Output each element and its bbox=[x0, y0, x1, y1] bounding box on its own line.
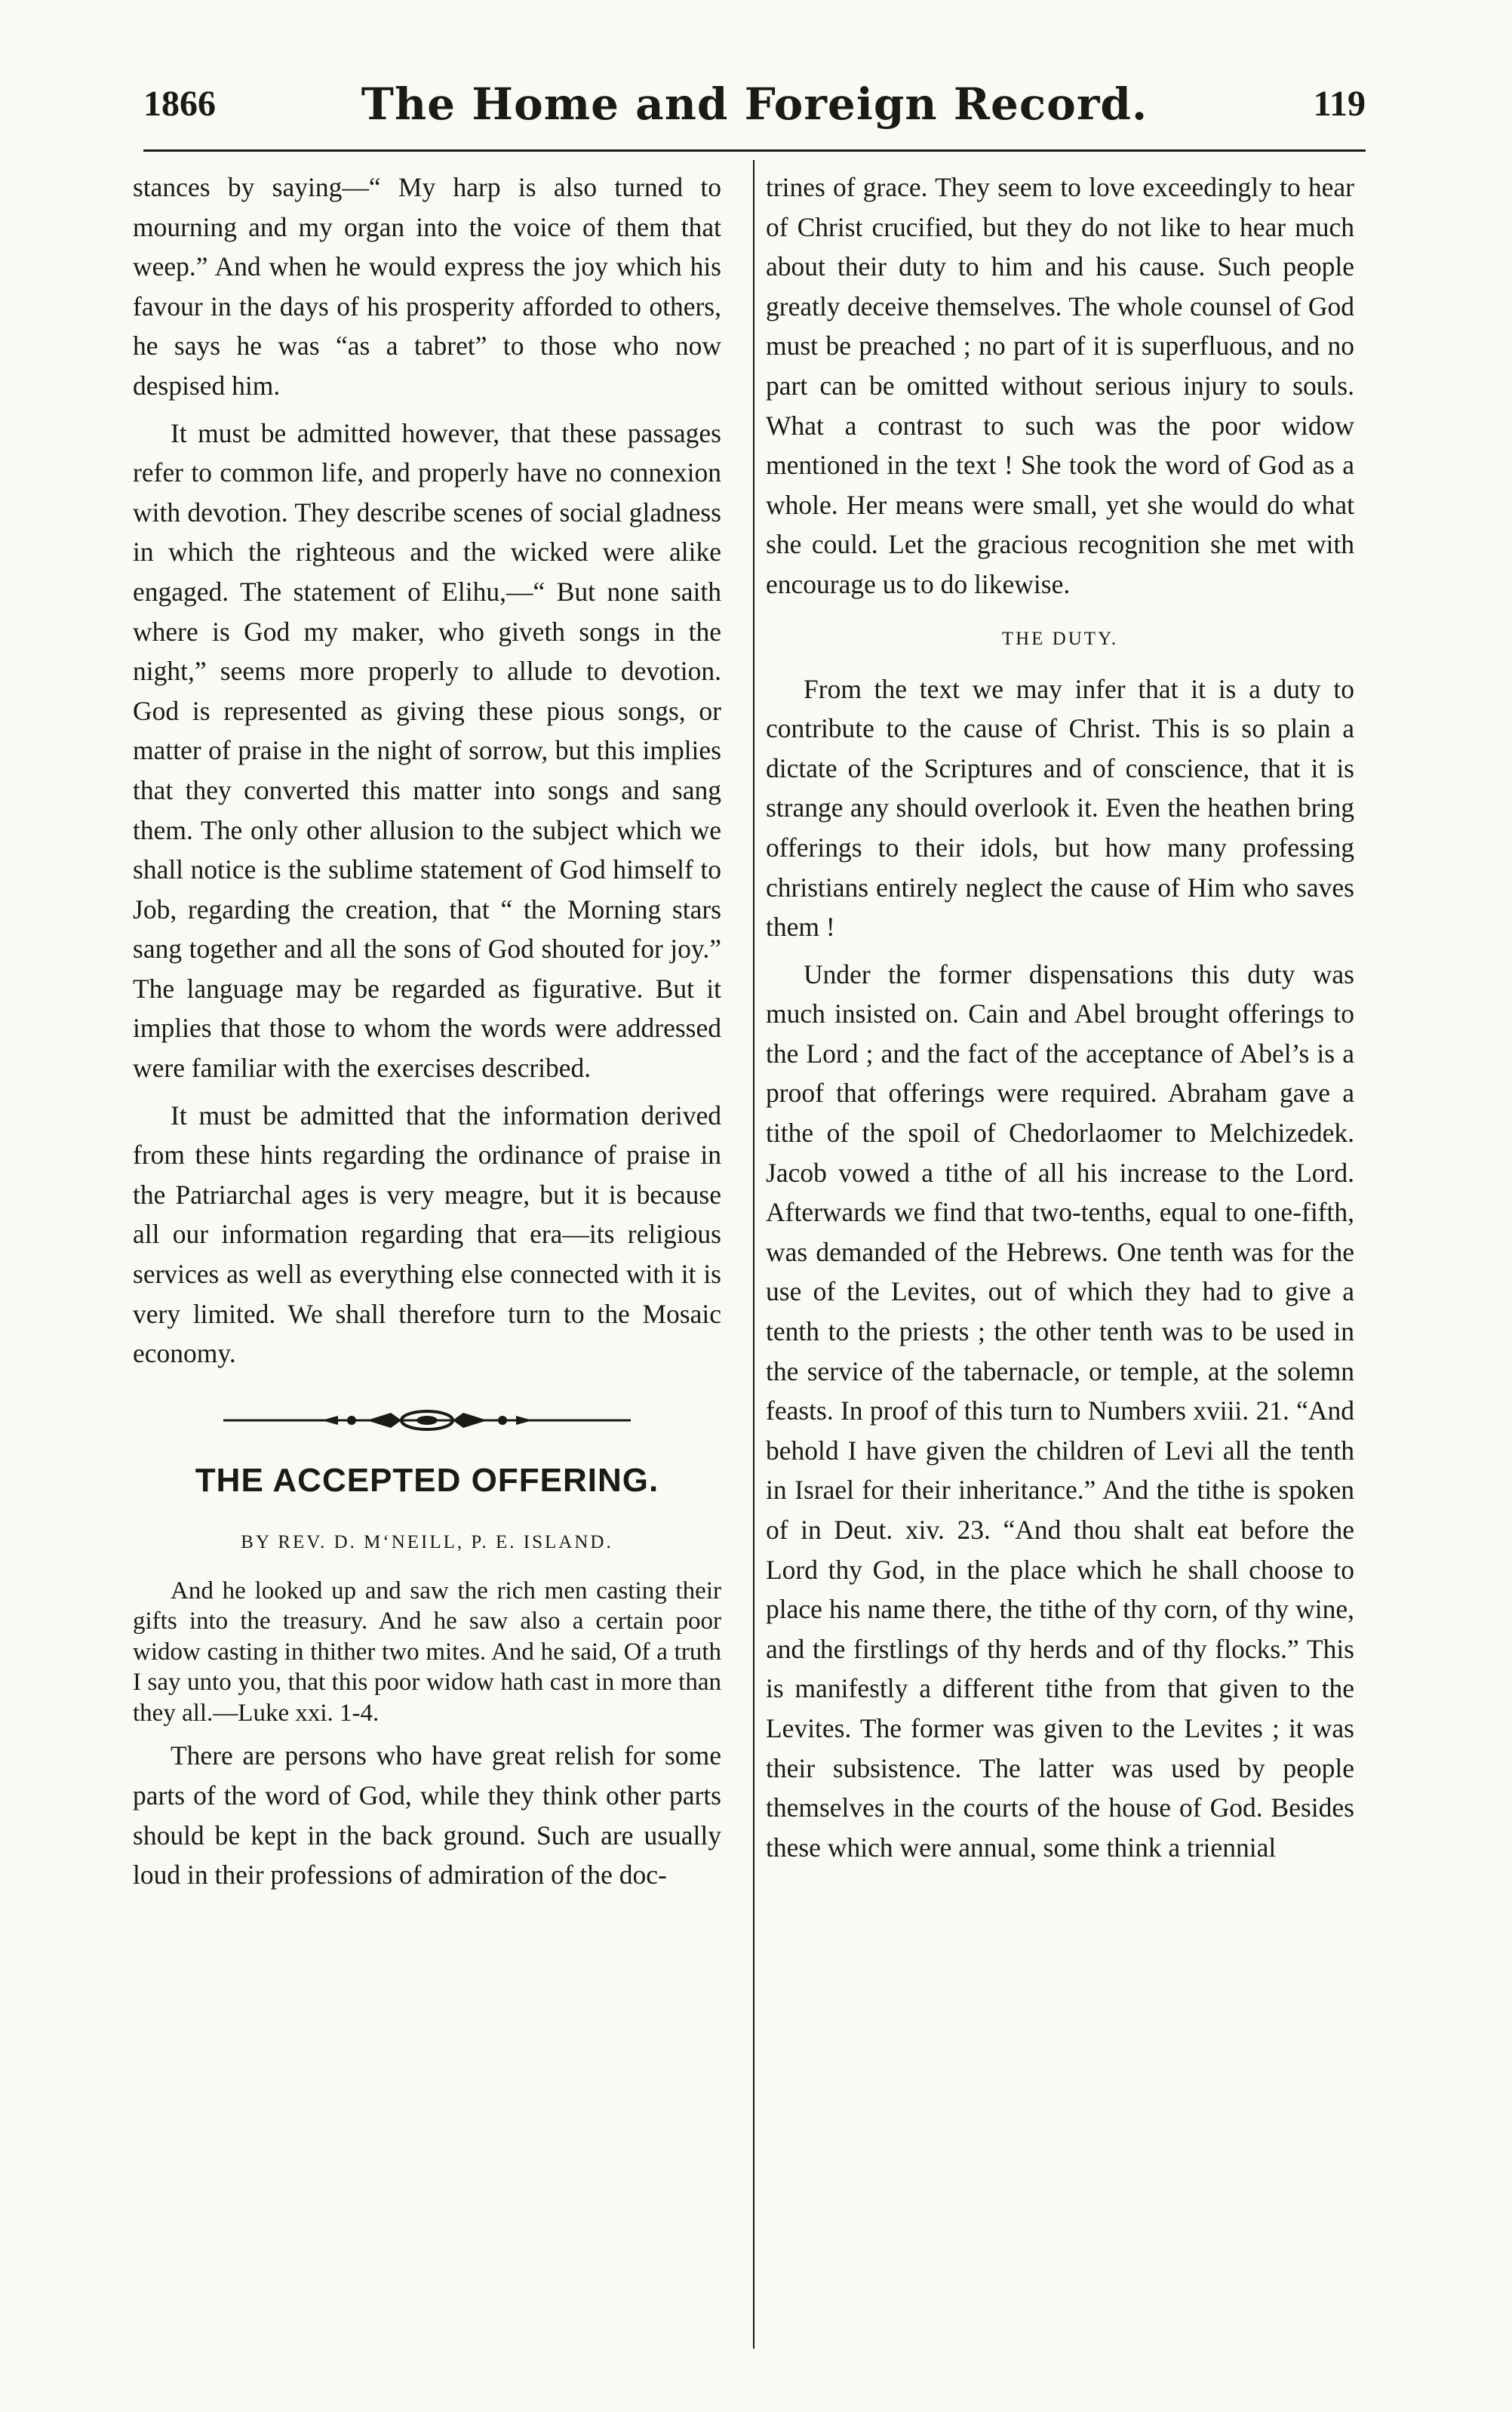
right-column bbox=[766, 168, 1354, 1867]
paragraph: trines of grace. They seem to love exceedingly to hear of Christ crucified, but they do not like to hear much about their duty to him and his cause. Such people greatly deceive themselves. The whole counsel of God must be preached ; no part of it is superfluous, and no part can be omitted without serious injury to souls. What a contrast to such was the poor widow mentioned in the text ! She took the word of God as a whole. Her means were small, yet she would do what she could. Let the gracious recognition she met with encourage us to do likewise. bbox=[766, 172, 1354, 599]
paragraph: It must be admitted that the information derived from these hints regarding the ordinance of praise in the Patriarchal ages is very meagre, but it is because all our information regarding that era—its religious services as well as everything else connected with it is very limited. We shall therefore turn to the Mosaic economy. bbox=[133, 1100, 721, 1369]
article-byline: BY REV. D. M‘NEILL, P. E. ISLAND. bbox=[241, 1531, 613, 1552]
paragraph: From the text we may infer that it is a duty to contribute to the cause of Christ. This is so plain a dictate of the Scriptures and of conscience, that it is strange any should overlook it. Even the heathen bring offerings to their idols, but how many professing christians entirely neglect the cause of Him who saves them ! bbox=[766, 673, 1354, 943]
page-number: 119 bbox=[1313, 84, 1366, 124]
paragraph: Under the former dispensations this duty was much insisted on. Cain and Abel brought offerings to the Lord ; and the fact of the acceptance of Abel’s is a proof that offerings were required. Abraham gave a tithe of the spoil of Chedorlaomer to Melchizedek. Jacob vowed a tithe of all his increase to the Lord. Afterwards we find that two-tenths, equal to one-fifth, was demanded of the Hebrews. One tenth was for the use of the Levites, out of which they had to give a tenth to the priests ; the other tenth was to be used in the service of the tabernacle, or temple, at the solemn feasts. In proof of this turn to Numbers xviii. 21. “And behold I have given the children of Levi all the tenth in Israel for their inheritance.” And the tithe is spoken of in Deut. xiv. 23. “And thou shalt eat before the Lord thy God, in the place which he shall choose to place his name there, the tithe of thy corn, of thy wine, and the firstlings of thy herds and of thy flocks.” This is manifestly a different tithe from that given to the Levites. The former was given to the Levites ; it was their subsistence. The latter was used by people themselves in the courts of the house of God. Besides these which were annual, some think a triennial bbox=[766, 958, 1354, 1863]
paragraph: stances by saying—“ My harp is also turned to mourning and my organ into the voice of them that weep.” And when he would express the joy which his favour in the days of his prosperity afforded to others, he says he was “as a tabret” to those who now despised him. bbox=[133, 172, 721, 401]
page-header bbox=[143, 78, 1366, 151]
header-rule bbox=[143, 149, 1366, 152]
article-title: THE ACCEPTED OFFERING. bbox=[195, 1461, 659, 1499]
left-column bbox=[133, 168, 721, 1895]
epigraph: And he looked up and saw the rich men casting their gifts into the treasury. And he saw also a certain poor widow casting in thither two mites. And he said, Of a truth I say unto you, that this poor widow hath cast in more than they all.—Luke xxi. 1-4. bbox=[133, 1577, 721, 1727]
column-divider bbox=[753, 160, 754, 2349]
ornament-divider-icon bbox=[216, 1398, 638, 1443]
paragraph: There are persons who have great relish for some parts of the word of God, while they think other parts should be kept in the back ground. Such are usually loud in their professions of admiration of the doc- bbox=[133, 1740, 721, 1891]
header-year: 1866 bbox=[143, 84, 216, 124]
publication-title: The Home and Foreign Record. bbox=[361, 78, 1148, 130]
section-subheading: THE DUTY. bbox=[1001, 628, 1119, 649]
paragraph: It must be admitted however, that these passages refer to common life, and properly have no connexion with devotion. They describe scenes of social gladness in which the righteous and the wicked were alike engaged. The statement of Elihu,—“ But none saith where is God my maker, who giveth songs in the night,” seems more properly to allude to devotion. God is represented as giving these pious songs, or matter of praise in the night of sorrow, but this implies that they converted this matter into songs and sang them. The only other allusion to the subject which we shall notice is the sublime statement of God himself to Job, regarding the creation, that “ the Morning stars sang together and all the sons of God shouted for joy.” The language may be regarded as figurative. But it implies that those to whom the words were addressed were familiar with the exercises described. bbox=[133, 417, 721, 1084]
